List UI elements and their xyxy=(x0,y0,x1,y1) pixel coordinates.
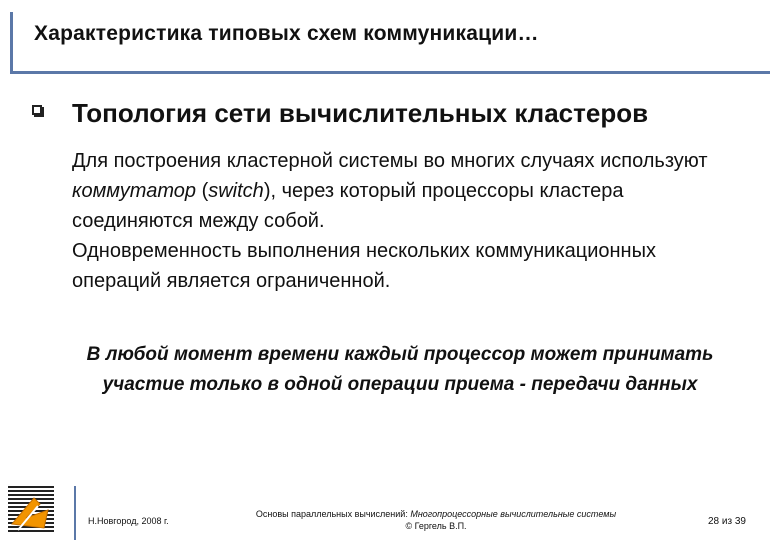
body-p1-switch: switch xyxy=(208,180,264,202)
callout-line-2: участие только в одной операции приема - передачи данных xyxy=(102,374,698,395)
body-p1-italic: коммутатор xyxy=(72,180,197,202)
footer-divider xyxy=(74,486,76,540)
callout xyxy=(60,340,740,400)
callout-line-1: В любой момент времени каждый процессор может принимать xyxy=(86,344,714,365)
body-paragraph-2: Одновременность выполнения нескольких коммуникационных операций является ограниченной. xyxy=(72,240,656,292)
body-paragraph-1 xyxy=(72,146,732,236)
page-number: 28 из 39 xyxy=(708,516,746,527)
bullet-heading: Топология сети вычислительных кластеров xyxy=(72,98,649,128)
footer-author: © Гергель В.П. xyxy=(405,521,467,531)
body-p1-part2: ( xyxy=(196,180,209,202)
slide-title: Характеристика типовых схем коммуникации… xyxy=(34,22,539,45)
body-p1-part1: Для построения кластерной системы во многих случаях используют xyxy=(72,150,708,172)
university-logo-icon xyxy=(4,484,58,538)
footer-course-prefix: Основы параллельных вычислений: xyxy=(255,509,411,519)
footer-course-info xyxy=(246,508,626,532)
body-p1-part3: ), через который процессоры кластера соединяются между собой. xyxy=(72,180,624,232)
footer-course-italic: Многопроцессорные вычислительные системы xyxy=(410,509,617,519)
body-text xyxy=(72,146,732,296)
footer-location-date: Н.Новгород, 2008 г. xyxy=(88,516,169,526)
checkbox-bullet-icon xyxy=(32,105,42,115)
